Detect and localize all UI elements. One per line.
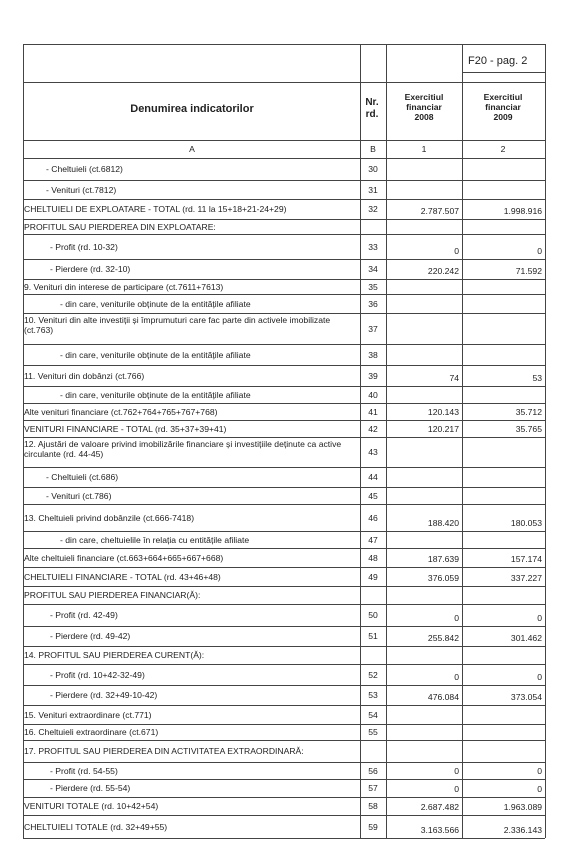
- value-2008: 2.787.507: [420, 206, 459, 216]
- row-number: 47: [368, 535, 378, 545]
- value-2009: 373.054: [510, 692, 542, 702]
- value-2008: 0: [454, 766, 459, 776]
- grid-line: [23, 626, 545, 627]
- grid-line: [23, 646, 545, 647]
- row-number: 38: [368, 350, 378, 360]
- row-number: 34: [368, 264, 378, 274]
- row-label: - Cheltuieli (ct.6812): [46, 164, 123, 174]
- grid-line: [23, 838, 545, 839]
- row-number: 59: [368, 822, 378, 832]
- row-label: - Pierdere (rd. 49-42): [50, 631, 131, 641]
- value-2008: 476.084: [427, 692, 459, 702]
- row-number: 57: [368, 783, 378, 793]
- grid-line: [23, 44, 24, 838]
- row-number: 37: [368, 324, 378, 334]
- grid-line: [23, 467, 545, 468]
- row-label: CHELTUIELI DE EXPLOATARE - TOTAL (rd. 11 la 15+18+21-24+29): [24, 204, 287, 214]
- value-2009: 180.053: [510, 518, 542, 528]
- row-label: Alte venituri financiare (ct.762+764+765+767+768): [24, 407, 218, 417]
- row-label: 9. Venituri din interese de participare (ct.7611+7613): [24, 282, 224, 292]
- row-label: Alte cheltuieli financiare (ct.663+664+665+667+668): [24, 553, 224, 563]
- grid-line: [23, 567, 545, 568]
- row-label: - Cheltuieli (ct.686): [46, 472, 119, 482]
- value-2009: 0: [537, 246, 542, 256]
- row-number: 30: [368, 164, 378, 174]
- value-2009: 0: [537, 613, 542, 623]
- value-2009: 35.712: [515, 407, 542, 417]
- row-number: 54: [368, 710, 378, 720]
- grid-line: [23, 740, 545, 741]
- row-label: - din care, cheltuielile în relația cu entitățile afiliate: [60, 535, 250, 545]
- row-label: - Profit (rd. 42-49): [50, 610, 118, 620]
- row-label: - Pierdere (rd. 55-54): [50, 783, 131, 793]
- value-2008: 3.163.566: [420, 825, 459, 835]
- value-2008: 120.143: [427, 407, 459, 417]
- grid-line: [462, 44, 463, 838]
- col-header-2008: Exercitiul financiar 2008: [404, 92, 444, 122]
- col-code-2: 2: [500, 144, 506, 154]
- value-2009: 157.174: [510, 554, 542, 564]
- row-number: 42: [368, 424, 378, 434]
- value-2009: 1.998.916: [503, 206, 542, 216]
- row-label: - din care, veniturile obținute de la entitățile afiliate: [60, 350, 251, 360]
- row-number: 45: [368, 491, 378, 501]
- col-code-1: 1: [421, 144, 427, 154]
- value-2008: 188.420: [427, 518, 459, 528]
- value-2009: 53: [532, 373, 542, 383]
- grid-line: [23, 344, 545, 345]
- value-2009: 0: [537, 672, 542, 682]
- value-2008: 376.059: [427, 573, 459, 583]
- value-2008: 74: [449, 373, 459, 383]
- value-2009: 1.963.089: [503, 802, 542, 812]
- row-number: 55: [368, 727, 378, 737]
- grid-line: [360, 44, 361, 838]
- grid-line: [23, 82, 545, 83]
- grid-line: [386, 44, 387, 838]
- grid-line: [23, 403, 545, 404]
- grid-line: [23, 797, 545, 798]
- value-2008: 0: [454, 672, 459, 682]
- row-number: 49: [368, 572, 378, 582]
- col-header-nr: Nr. rd.: [365, 97, 379, 120]
- row-label: VENITURI TOTALE (rd. 10+42+54): [24, 801, 159, 811]
- grid-line: [23, 815, 545, 816]
- value-2009: 301.462: [510, 633, 542, 643]
- grid-line: [23, 548, 545, 549]
- grid-line: [23, 779, 545, 780]
- row-label: - din care, veniturile obținute de la entitățile afiliate: [60, 390, 251, 400]
- row-number: 48: [368, 553, 378, 563]
- page-label: F20 - pag. 2: [468, 55, 528, 67]
- row-number: 35: [368, 282, 378, 292]
- value-2009: 337.227: [510, 573, 542, 583]
- row-label: PROFITUL SAU PIERDEREA FINANCIAR(Ă):: [24, 590, 201, 600]
- row-label: 14. PROFITUL SAU PIERDEREA CURENT(Ă):: [24, 650, 205, 660]
- grid-line: [23, 259, 545, 260]
- grid-line: [23, 487, 545, 488]
- grid-line: [23, 44, 545, 45]
- grid-line: [23, 685, 545, 686]
- grid-line: [23, 279, 545, 280]
- row-label: 13. Cheltuieli privind dobânzile (ct.666-7418): [24, 513, 195, 523]
- row-label: 15. Venituri extraordinare (ct.771): [24, 710, 152, 720]
- row-number: 41: [368, 407, 378, 417]
- row-number: 33: [368, 242, 378, 252]
- row-label: 16. Cheltuieli extraordinare (ct.671): [24, 727, 159, 737]
- value-2008: 187.639: [427, 554, 459, 564]
- value-2008: 0: [454, 246, 459, 256]
- grid-line: [23, 531, 545, 532]
- row-label: - Profit (rd. 54-55): [50, 766, 118, 776]
- row-label: - Venituri (ct.786): [46, 491, 112, 501]
- grid-line: [23, 365, 545, 366]
- col-code-a: A: [189, 144, 195, 154]
- value-2008: 2.687.482: [420, 802, 459, 812]
- value-2008: 255.842: [427, 633, 459, 643]
- grid-line: [545, 44, 546, 838]
- value-2009: 35.765: [515, 424, 542, 434]
- grid-line: [23, 420, 545, 421]
- grid-line: [23, 386, 545, 387]
- row-number: 40: [368, 390, 378, 400]
- row-label: - Profit (rd. 10-32): [50, 242, 118, 252]
- value-2008: 0: [454, 613, 459, 623]
- row-label: VENITURI FINANCIARE - TOTAL (rd. 35+37+39+41): [24, 424, 227, 434]
- grid-line: [23, 762, 545, 763]
- value-2009: 0: [537, 784, 542, 794]
- row-number: 39: [368, 371, 378, 381]
- grid-line: [23, 313, 545, 314]
- col-header-name: Denumirea indicatorilor: [130, 103, 254, 115]
- row-number: 46: [368, 513, 378, 523]
- row-label: - Profit (rd. 10+42-32-49): [50, 670, 145, 680]
- grid-line: [23, 199, 545, 200]
- grid-line: [23, 504, 545, 505]
- grid-line: [23, 437, 545, 438]
- row-label: CHELTUIELI TOTALE (rd. 32+49+55): [24, 822, 168, 832]
- row-label: 12. Ajustări de valoare privind imobilizările financiare și investițiile deținute ca active circulante (rd. 44-45): [24, 439, 342, 459]
- grid-line: [23, 294, 545, 295]
- row-label: 10. Venituri din alte investiții și împrumuturi care fac parte din activele imobilizate (ct.763): [24, 315, 331, 335]
- grid-line: [23, 586, 545, 587]
- row-label: - din care, veniturile obținute de la entitățile afiliate: [60, 299, 251, 309]
- row-label: - Pierdere (rd. 32+49-10-42): [50, 690, 158, 700]
- value-2008: 0: [454, 784, 459, 794]
- grid-line: [462, 72, 545, 73]
- col-header-2009: Exercitiul financiar 2009: [483, 92, 523, 122]
- col-code-b: B: [370, 144, 376, 154]
- row-number: 56: [368, 766, 378, 776]
- grid-line: [23, 604, 545, 605]
- value-2008: 220.242: [427, 266, 459, 276]
- row-number: 51: [368, 631, 378, 641]
- row-number: 50: [368, 610, 378, 620]
- value-2009: 0: [537, 766, 542, 776]
- row-number: 43: [368, 447, 378, 457]
- grid-line: [23, 219, 545, 220]
- row-number: 36: [368, 299, 378, 309]
- value-2009: 71.592: [515, 266, 542, 276]
- row-number: 32: [368, 204, 378, 214]
- row-number: 31: [368, 185, 378, 195]
- row-label: 11. Venituri din dobânzi (ct.766): [24, 371, 145, 381]
- grid-line: [23, 180, 545, 181]
- row-label: - Venituri (ct.7812): [46, 185, 117, 195]
- row-number: 53: [368, 690, 378, 700]
- value-2008: 120.217: [427, 424, 459, 434]
- grid-line: [23, 705, 545, 706]
- row-number: 52: [368, 670, 378, 680]
- grid-line: [23, 724, 545, 725]
- row-number: 44: [368, 472, 378, 482]
- row-label: - Pierdere (rd. 32-10): [50, 264, 131, 274]
- row-label: PROFITUL SAU PIERDEREA DIN EXPLOATARE:: [24, 222, 216, 232]
- row-label: CHELTUIELI FINANCIARE - TOTAL (rd. 43+46+48): [24, 572, 221, 582]
- grid-line: [23, 234, 545, 235]
- grid-line: [23, 158, 545, 159]
- grid-line: [23, 664, 545, 665]
- row-label: 17. PROFITUL SAU PIERDEREA DIN ACTIVITATEA EXTRAORDINARĂ:: [24, 746, 304, 756]
- grid-line: [23, 140, 545, 141]
- row-number: 58: [368, 801, 378, 811]
- value-2009: 2.336.143: [503, 825, 542, 835]
